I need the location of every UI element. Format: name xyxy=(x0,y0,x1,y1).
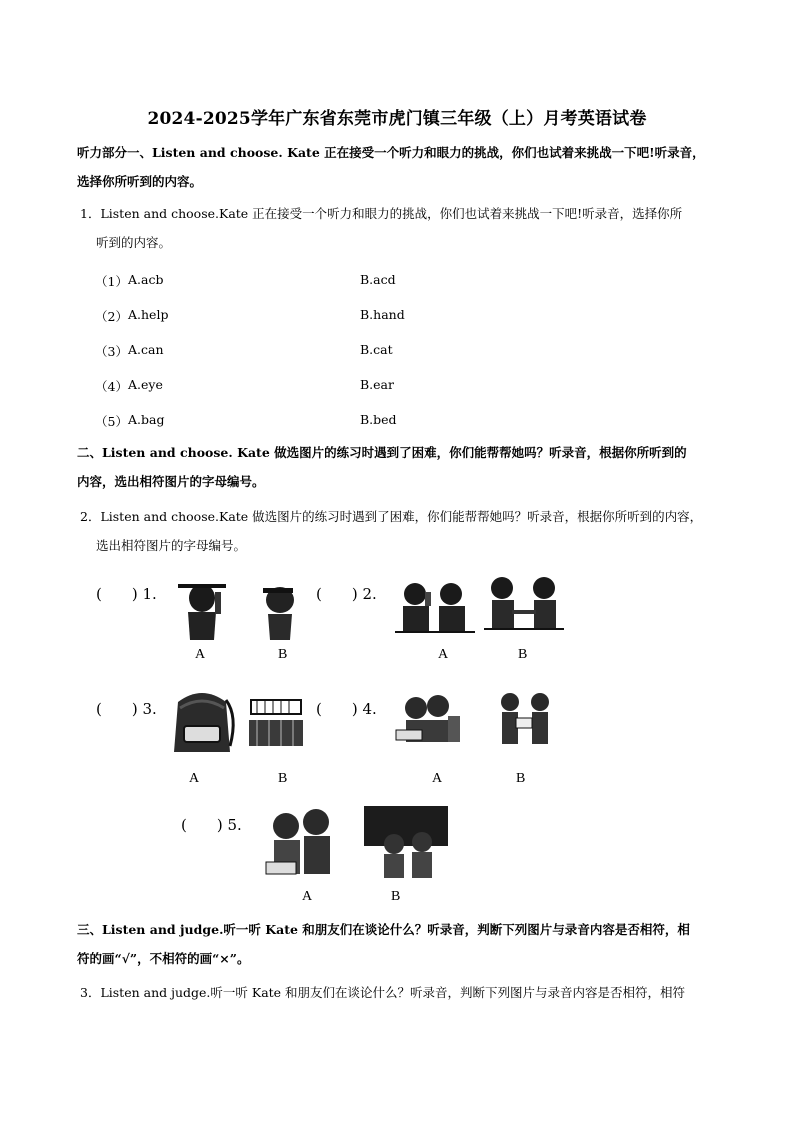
section-3-heading-line: 符的画“√”，不相符的画“×”。 xyxy=(77,951,250,966)
question-3 xyxy=(80,978,725,1007)
picture-4a-girls-reading[interactable] xyxy=(392,690,464,750)
picture-3b-bed[interactable] xyxy=(245,692,307,752)
picture-2a-label: A xyxy=(438,647,449,662)
answer-blank-2[interactable]: ( ) 2. xyxy=(316,585,377,603)
picture-1a-boy-touching-head[interactable] xyxy=(170,578,230,642)
section-1-heading-line: 选择你所听到的内容。 xyxy=(77,174,203,189)
picture-1b-label: B xyxy=(278,647,288,662)
option-a[interactable]: A.help xyxy=(128,307,169,322)
answer-blank-3[interactable]: ( ) 3. xyxy=(96,700,157,718)
option-b[interactable]: B.bed xyxy=(360,412,397,427)
option-b[interactable]: B.hand xyxy=(360,307,405,322)
picture-4a-label: A xyxy=(432,771,443,786)
section-1-heading-line: 听力部分一、Listen and choose. Kate 正在接受一个听力和眼力的挑战，你们也试着来挑战一下吧!听录音， xyxy=(77,145,705,160)
picture-4b-label: B xyxy=(516,771,526,786)
option-a[interactable]: A.can xyxy=(128,342,164,357)
picture-5a-boy-and-girl-talking[interactable] xyxy=(262,804,338,880)
section-3-heading xyxy=(77,915,725,973)
answer-blank-5[interactable]: ( ) 5. xyxy=(181,816,242,834)
picture-3a-label: A xyxy=(189,771,200,786)
answer-blank-4[interactable]: ( ) 4. xyxy=(316,700,377,718)
question-1-line: 1．Listen and choose.Kate 正在接受一个听力和眼力的挑战，你们也试着来挑战一下吧!听录音，选择你所 xyxy=(80,206,683,221)
question-1 xyxy=(80,199,725,257)
option-b[interactable]: B.ear xyxy=(360,377,394,392)
section-3-heading-line: 三、Listen and judge.听一听 Kate 和朋友们在谈论什么？听录音，判断下列图片与录音内容是否相符，相 xyxy=(77,922,690,937)
section-1-heading xyxy=(77,138,725,196)
section-2-heading xyxy=(77,438,725,496)
picture-3a-schoolbag[interactable] xyxy=(168,686,236,756)
picture-2b-label: B xyxy=(518,647,528,662)
question-1-line: 听到的内容。 xyxy=(96,235,172,250)
option-number: （4） xyxy=(95,379,128,394)
question-2-line: 选出相符图片的字母编号。 xyxy=(96,538,247,553)
picture-1b-boy-touching-face[interactable] xyxy=(255,580,305,640)
picture-1a-label: A xyxy=(195,647,206,662)
picture-5b-kids-at-blackboard[interactable] xyxy=(364,806,448,880)
picture-5b-label: B xyxy=(391,889,401,904)
option-b[interactable]: B.cat xyxy=(360,342,393,357)
option-a[interactable]: A.bag xyxy=(128,412,165,427)
section-2-heading-line: 二、Listen and choose. Kate 做选图片的练习时遇到了困难，你们能帮帮她吗？听录音，根据你所听到的 xyxy=(77,445,687,460)
question-3-line: 3．Listen and judge.听一听 Kate 和朋友们在谈论什么？听录音，判断下列图片与录音内容是否相符，相符 xyxy=(80,985,686,1000)
option-number: （3） xyxy=(95,344,128,359)
option-b[interactable]: B.acd xyxy=(360,272,396,287)
question-2-line: 2．Listen and choose.Kate 做选图片的练习时遇到了困难，你们能帮帮她吗？听录音，根据你所听到的内容， xyxy=(80,509,703,524)
page-title: 2024-2025学年广东省东莞市虎门镇三年级（上）月考英语试卷 xyxy=(147,109,647,129)
picture-2b-girls-shaking-hands[interactable] xyxy=(484,572,564,632)
picture-2a-two-girls-waving[interactable] xyxy=(395,578,475,634)
option-a[interactable]: A.acb xyxy=(128,272,164,287)
answer-blank-1[interactable]: ( ) 1. xyxy=(96,585,157,603)
picture-5a-label: A xyxy=(302,889,313,904)
option-number: （1） xyxy=(95,274,128,289)
option-number: （5） xyxy=(95,414,128,429)
section-2-heading-line: 内容，选出相符图片的字母编号。 xyxy=(77,474,265,489)
picture-3b-label: B xyxy=(278,771,288,786)
picture-4b-kids-giving-book[interactable] xyxy=(496,690,554,748)
question-2 xyxy=(80,502,725,560)
option-number: （2） xyxy=(95,309,128,324)
option-a[interactable]: A.eye xyxy=(128,377,163,392)
